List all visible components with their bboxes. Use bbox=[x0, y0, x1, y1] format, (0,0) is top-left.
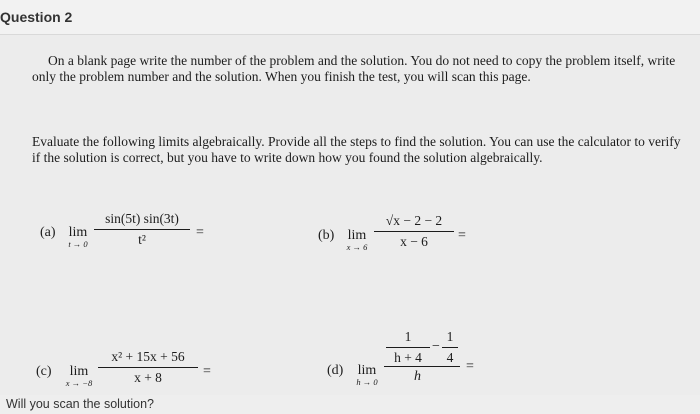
scan-solution-prompt: Will you scan the solution? bbox=[6, 397, 154, 411]
instructions-paragraph-1: On a blank page write the number of the problem and the solution. You do not need to copy the problem itself, write only the problem number and the solution. When you finish the test, you will scan this page. bbox=[32, 53, 676, 84]
fraction-numerator: 1 bbox=[404, 329, 412, 344]
fraction-numerator: 1 bbox=[446, 329, 454, 344]
minus-sign: − bbox=[432, 339, 440, 354]
problem-b-fraction bbox=[374, 213, 454, 250]
fraction-denominator: h + 4 bbox=[394, 350, 422, 365]
lim-word: lim bbox=[68, 225, 88, 240]
problem-d-limit bbox=[352, 363, 382, 387]
main-fraction-bar bbox=[384, 366, 460, 367]
fraction-numerator: sin(5t) sin(3t) bbox=[105, 211, 179, 226]
fraction-bar bbox=[442, 347, 458, 348]
problem-b-label: (b) bbox=[318, 228, 335, 243]
question-title: Question 2 bbox=[0, 9, 73, 25]
fraction-bar bbox=[94, 229, 190, 230]
problem-d-label: (d) bbox=[327, 363, 344, 378]
equals-sign: = bbox=[466, 359, 474, 374]
lim-word: lim bbox=[69, 364, 89, 379]
problem-a-fraction bbox=[94, 211, 190, 248]
fraction-denominator: t² bbox=[138, 232, 146, 247]
lim-word: lim bbox=[347, 228, 367, 243]
limit-approach: x → 6 bbox=[346, 242, 368, 252]
problem-c-label: (c) bbox=[36, 364, 52, 379]
fraction-bar bbox=[386, 347, 430, 348]
problem-b-limit bbox=[342, 228, 372, 252]
fraction-bar bbox=[374, 231, 454, 232]
equals-sign: = bbox=[203, 364, 211, 379]
equals-sign: = bbox=[458, 228, 466, 243]
fraction-bar bbox=[98, 367, 198, 368]
fraction-numerator: √x − 2 − 2 bbox=[385, 213, 443, 228]
fraction-denominator: x + 8 bbox=[134, 370, 162, 385]
problem-d-inner-fraction-1 bbox=[386, 329, 430, 366]
limit-approach: x → −8 bbox=[65, 378, 93, 388]
problem-c-fraction bbox=[98, 349, 198, 386]
question-content bbox=[0, 35, 700, 395]
fraction-denominator: x − 6 bbox=[400, 234, 428, 249]
lim-word: lim bbox=[357, 363, 377, 378]
limit-approach: h → 0 bbox=[356, 377, 378, 387]
problem-a-label: (a) bbox=[40, 225, 56, 240]
problem-d-inner-fraction-2 bbox=[442, 329, 458, 366]
problem-c-limit bbox=[62, 364, 96, 388]
instructions-paragraph-2: Evaluate the following limits algebraically. Provide all the steps to find the solution. You can use the calculator to verify if the solution is correct, but you have to write down how you found the solution algebraically. bbox=[32, 134, 681, 165]
fraction-denominator: 4 bbox=[446, 350, 454, 365]
fraction-numerator: x² + 15x + 56 bbox=[111, 349, 185, 364]
problem-a-limit bbox=[64, 225, 92, 249]
equals-sign: = bbox=[196, 225, 204, 240]
question-header bbox=[0, 0, 700, 35]
limit-approach: t → 0 bbox=[68, 239, 88, 249]
main-fraction-denominator: h bbox=[414, 369, 421, 384]
